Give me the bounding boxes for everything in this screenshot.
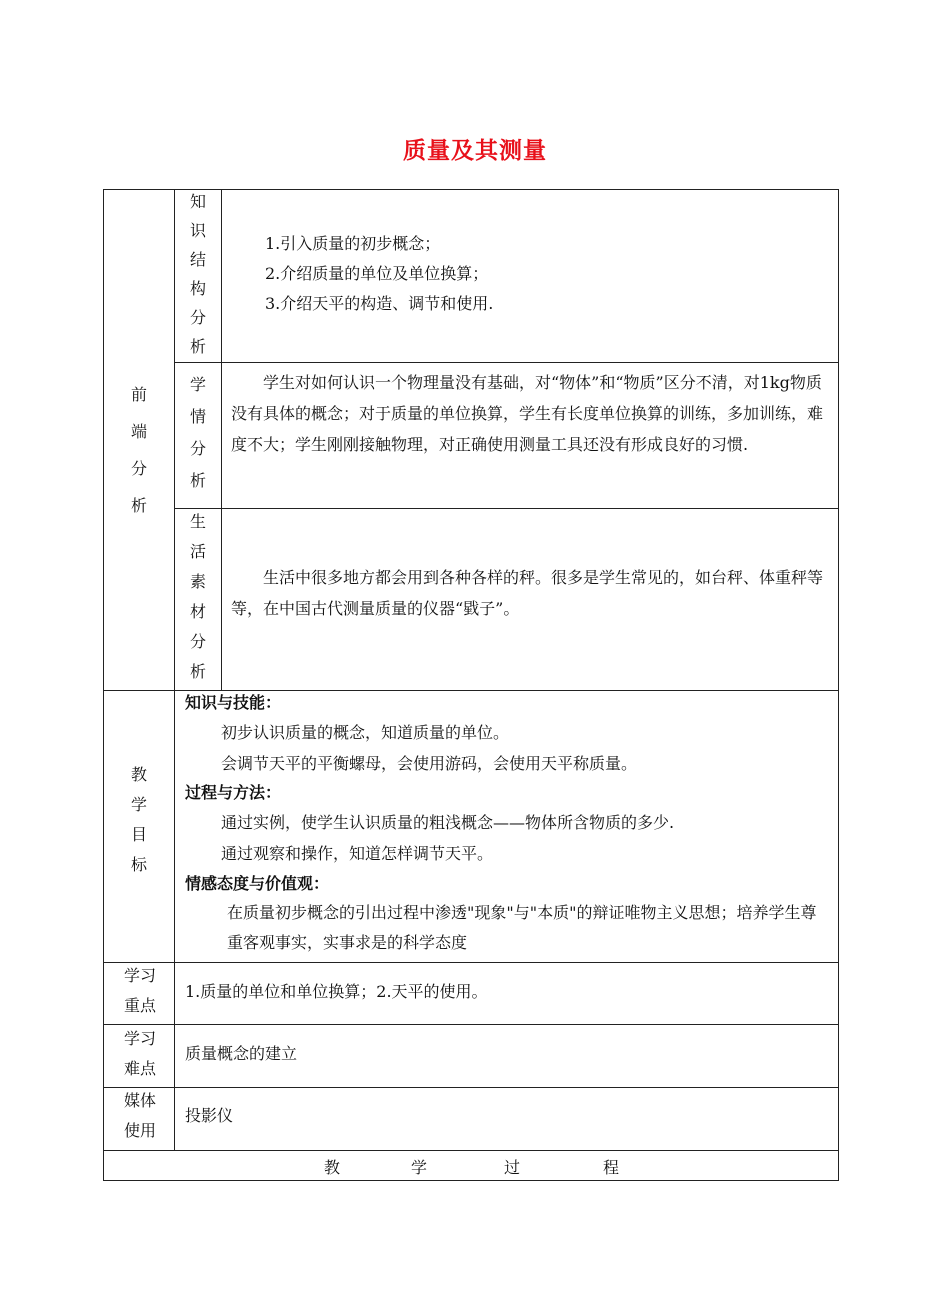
goal-item: 通过观察和操作，知道怎样调节天平。 — [221, 844, 494, 863]
media-label: 媒体 使用 — [123, 1091, 156, 1140]
process-char: 学 — [411, 1158, 428, 1177]
page-title: 质量及其测量 — [403, 138, 547, 164]
emotion-text: 在质量初步概念的引出过程中渗透"现象"与"本质"的辩证唯物主义思想；培养学生尊重客观事实，实事求是的科学态度 — [227, 903, 817, 952]
skills-heading: 知识与技能： — [185, 693, 282, 712]
method-heading: 过程与方法： — [185, 783, 282, 802]
goal-item: 会调节天平的平衡螺母，会使用游码，会使用天平称质量。 — [221, 754, 638, 773]
goal-item: 初步认识质量的概念，知道质量的单位。 — [221, 723, 510, 742]
student-analysis-label: 学 情 分 析 — [189, 375, 206, 490]
student-analysis-text: 学生对如何认识一个物理量没有基础，对“物体”和“物质”区分不清，对1kg物质没有具体的概念；对于质量的单位换算，学生有长度单位换算的训练，多加训练，难度不大；学生刚刚接触物理，对正确使用测量工具还没有形成良好的习惯. — [231, 373, 824, 454]
difficulties-label: 学习 难点 — [123, 1029, 156, 1078]
key-points-text: 1.质量的单位和单位换算；2.天平的使用。 — [185, 982, 488, 1001]
teaching-goals-label: 教 学 目 标 — [130, 765, 147, 874]
knowledge-item: 3.介绍天平的构造、调节和使用. — [265, 294, 494, 313]
process-char: 过 — [504, 1158, 521, 1177]
goal-item: 通过实例，使学生认识质量的粗浅概念——物体所含物质的多少. — [221, 813, 675, 832]
key-points-label: 学习 重点 — [123, 966, 156, 1015]
emotion-heading: 情感态度与价值观： — [185, 874, 330, 893]
knowledge-item: 2.介绍质量的单位及单位换算； — [265, 264, 489, 283]
media-text: 投影仪 — [185, 1106, 234, 1125]
process-char: 程 — [603, 1158, 620, 1177]
knowledge-structure-label: 知 识 结 构 分 析 — [189, 192, 206, 356]
difficulties-text: 质量概念的建立 — [185, 1044, 298, 1063]
process-char: 教 — [324, 1158, 341, 1177]
knowledge-item: 1.引入质量的初步概念； — [265, 234, 441, 253]
life-material-text: 生活中很多地方都会用到各种各样的秤。很多是学生常见的，如台秤、体重秤等等，在中国古代测量质量的仪器“戥子”。 — [231, 568, 824, 618]
life-material-label: 生 活 素 材 分 析 — [189, 512, 206, 681]
front-analysis-label: 前 端 分 析 — [130, 385, 147, 515]
